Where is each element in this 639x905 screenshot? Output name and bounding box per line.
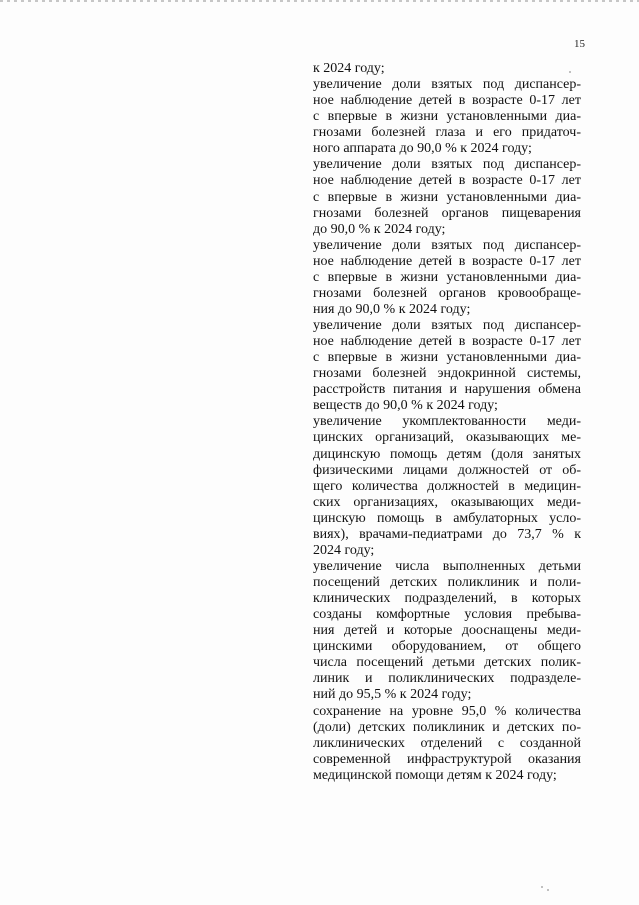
text-line: ния до 90,0 % к 2024 году;	[313, 301, 471, 317]
text-line: созданы комфортные условия пребыва-	[313, 607, 581, 623]
text-line: линик и поликлинических подразделе-	[313, 671, 581, 687]
text-line: 2024 году;	[313, 542, 375, 558]
text-line: цинскими оборудованием, от общего	[313, 639, 581, 655]
text-line: цинскую помощь в амбулаторных усло-	[313, 510, 581, 526]
text-line: современной инфраструктурой оказания	[313, 751, 581, 767]
text-line: посещений детских поликлиник и поли-	[313, 575, 581, 590]
text-line: сохранение на уровне 95,0 % количества	[313, 703, 581, 719]
text-line: увеличение доли взятых под диспансер-	[313, 318, 581, 333]
body-text	[313, 61, 581, 784]
page-number: 15	[574, 38, 585, 50]
text-line: гнозами болезней глаза и его придаточ-	[313, 125, 581, 141]
text-line: ное наблюдение детей в возрасте 0-17 лет	[313, 253, 581, 269]
text-line: с впервые в жизни установленными диа-	[313, 350, 581, 366]
text-line: ное наблюдение детей в возрасте 0-17 лет	[313, 93, 581, 109]
text-line: увеличение доли взятых под диспансер-	[313, 237, 581, 253]
text-line: гнозами болезней органов пищеварения	[313, 205, 581, 221]
scan-top-edge	[0, 0, 639, 2]
text-line: цинских организаций, оказывающих ме-	[313, 430, 581, 446]
text-line: увеличение укомплектованности меди-	[313, 414, 581, 430]
text-line: с впервые в жизни установленными диа-	[313, 109, 581, 125]
scan-speck	[547, 889, 549, 891]
text-line: гнозами болезней органов кровообраще-	[313, 285, 581, 301]
text-line: ния детей и которые дооснащены меди-	[313, 623, 581, 639]
text-line: клинических подразделений, в которых	[313, 591, 581, 607]
text-line: веществ до 90,0 % к 2024 году;	[313, 398, 498, 414]
text-line: ное наблюдение детей в возрасте 0-17 лет	[313, 173, 581, 189]
text-line: увеличение числа выполненных детьми	[313, 558, 581, 574]
text-line: к 2024 году;	[313, 61, 385, 76]
text-line: ний до 95,5 % к 2024 году;	[313, 687, 472, 703]
text-line: гнозами болезней эндокринной системы,	[313, 366, 581, 382]
text-line: ских организациях, оказывающих меди-	[313, 494, 581, 510]
text-line: физическими лицами должностей от об-	[313, 462, 581, 478]
text-line: виях), врачами-педиатрами до 73,7 % к	[313, 526, 581, 542]
text-line: до 90,0 % к 2024 году;	[313, 221, 446, 237]
text-line: ликлинических отделений с созданной	[313, 735, 581, 751]
text-line: дицинскую помощь детям (доля занятых	[313, 446, 581, 462]
scan-speck	[569, 71, 571, 73]
scan-speck	[541, 886, 543, 888]
text-line: расстройств питания и нарушения обмена	[313, 382, 581, 398]
text-line: (доли) детских поликлиник и детских по-	[313, 719, 581, 735]
text-line: с впервые в жизни установленными диа-	[313, 269, 581, 285]
text-line: числа посещений детьми детских полик-	[313, 655, 581, 671]
text-line: щего количества должностей в медицин-	[313, 478, 581, 494]
text-line: ное наблюдение детей в возрасте 0-17 лет	[313, 334, 581, 350]
text-line: увеличение доли взятых под диспансер-	[313, 77, 581, 93]
text-line: медицинской помощи детям к 2024 году;	[313, 767, 557, 783]
text-line: увеличение доли взятых под диспансер-	[313, 157, 581, 173]
text-line: ного аппарата до 90,0 % к 2024 году;	[313, 141, 532, 157]
text-line: с впервые в жизни установленными диа-	[313, 189, 581, 205]
